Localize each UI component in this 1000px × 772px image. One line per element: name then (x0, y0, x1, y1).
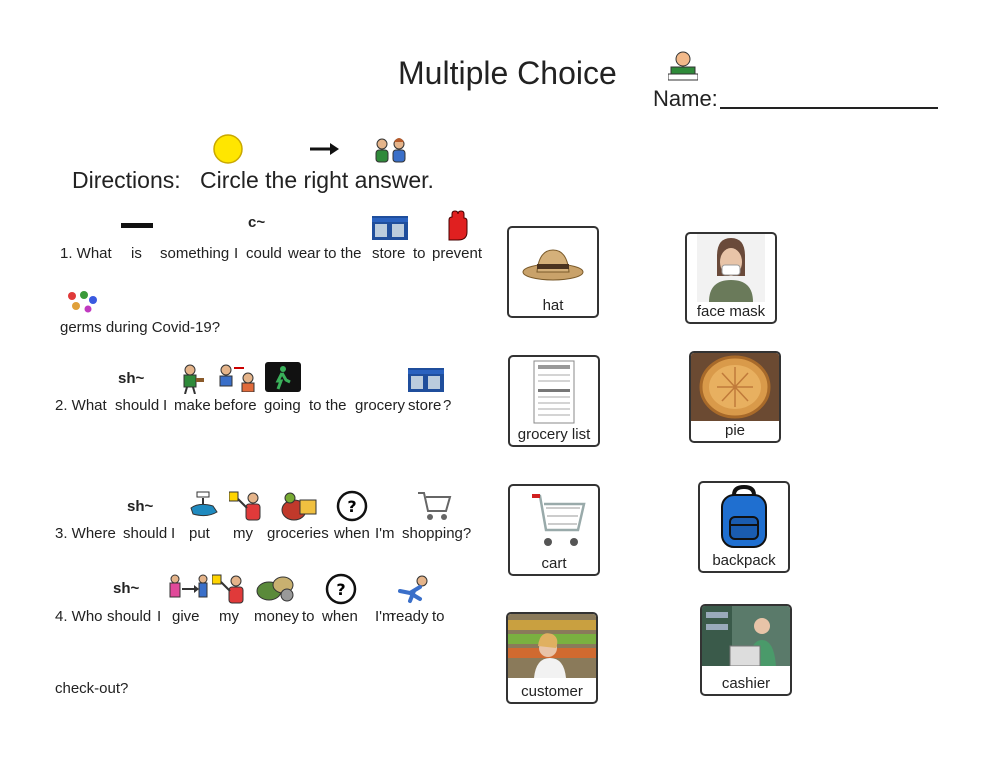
groceries-icon (280, 490, 318, 527)
put-icon (187, 490, 221, 527)
choice-backpack-card[interactable] (698, 481, 790, 573)
q1-word: 1. What (60, 245, 112, 262)
going-icon (265, 362, 301, 397)
is-symbol-icon (121, 223, 153, 228)
q2-word: I (163, 397, 168, 414)
q1-word: to the (324, 245, 362, 262)
q3-word: I'm (375, 525, 395, 542)
person-name-icon (668, 50, 698, 87)
cashier-photo-icon (702, 606, 790, 671)
page-title: Multiple Choice (398, 55, 617, 91)
cart-photo-icon (510, 486, 598, 561)
q3-word: I (171, 525, 176, 542)
choice-grocery-list-card[interactable] (508, 355, 600, 447)
when-clock-icon (336, 490, 368, 527)
q1-word: store (372, 245, 406, 262)
svg-text:?: ? (336, 580, 346, 599)
q4-word: to (432, 608, 445, 625)
choice-label: face mask (696, 303, 766, 320)
give-icon (168, 573, 208, 610)
should-symbol-icon: sh~ (118, 370, 145, 387)
money-icon (255, 573, 295, 608)
my-icon (212, 573, 248, 610)
q4-word: my (219, 608, 239, 625)
q1-word: I (234, 245, 239, 262)
choice-cashier-card[interactable] (700, 604, 792, 696)
svg-text:?: ? (347, 497, 357, 516)
q4-word: should (107, 608, 152, 625)
grocery-store-icon (408, 368, 444, 397)
stop-hand-icon (444, 210, 470, 247)
q3-word: my (233, 525, 253, 542)
directions-text: Circle the right answer. (200, 167, 434, 193)
q2-word: to the (309, 397, 347, 414)
q1-word: to (413, 245, 426, 262)
store-icon (372, 216, 408, 245)
q4-word: to (302, 608, 315, 625)
choice-label: cart (541, 555, 567, 572)
q2-word: before (214, 397, 257, 414)
choice-face-mask-card[interactable] (685, 232, 777, 324)
q3-word: groceries (267, 525, 329, 542)
q4-line2: check-out? (55, 680, 129, 697)
choice-label: hat (542, 297, 564, 314)
choice-pie-card[interactable] (689, 351, 781, 443)
q3-word: 3. Where (55, 525, 116, 542)
choice-label: cashier (721, 675, 771, 692)
q2-word: store (408, 397, 442, 414)
q4-word: 4. Who (55, 608, 103, 625)
choice-hat-card[interactable] (507, 226, 599, 318)
q3-word: put (189, 525, 210, 542)
my-icon (229, 490, 265, 527)
q2-word: going (264, 397, 301, 414)
choice-label: pie (724, 422, 746, 439)
face-mask-photo-icon (687, 234, 775, 307)
should-symbol-icon: sh~ (113, 580, 140, 597)
q4-word: ready (391, 608, 429, 625)
q2-word: should (115, 397, 160, 414)
choice-label: grocery list (517, 426, 591, 443)
name-write-line[interactable] (720, 107, 938, 109)
make-icon (178, 364, 206, 399)
q4-word: give (172, 608, 200, 625)
arrow-right-icon (308, 141, 340, 162)
people-talking-icon (372, 137, 410, 168)
before-icon (218, 362, 258, 397)
q4-word: I (157, 608, 162, 625)
q3-word: when (334, 525, 370, 542)
choice-cart-card[interactable] (508, 484, 600, 576)
could-symbol-icon: c~ (248, 214, 266, 231)
backpack-icon (700, 483, 788, 558)
q4-word: money (254, 608, 300, 625)
q3-word: should (123, 525, 168, 542)
q1-line2: germs during Covid-19? (60, 319, 221, 336)
directions-label: Directions: (72, 167, 181, 193)
q1-word: prevent (432, 245, 483, 262)
q2-word: grocery (355, 397, 406, 414)
q2-word: 2. What (55, 397, 107, 414)
q4-word: when (322, 608, 358, 625)
choice-label: backpack (712, 552, 776, 569)
q4-word: I'm (375, 608, 395, 625)
name-label: Name: (653, 86, 718, 111)
q1-word: wear (288, 245, 321, 262)
choice-customer-card[interactable] (506, 612, 598, 704)
when-clock-icon (325, 573, 357, 610)
q1-word: is (131, 245, 142, 262)
pie-photo-icon (691, 353, 779, 426)
q3-word: shopping? (402, 525, 472, 542)
customer-photo-icon (508, 614, 596, 683)
q2-word: ? (443, 397, 452, 414)
q2-word: make (174, 397, 211, 414)
grocery-list-photo-icon (510, 357, 598, 432)
choice-label: customer (521, 683, 583, 700)
shopping-cart-icon (416, 490, 452, 527)
circle-icon (212, 133, 244, 170)
ready-icon (394, 575, 430, 610)
should-symbol-icon: sh~ (127, 498, 154, 515)
q1-word: something (160, 245, 230, 262)
q1-word: could (246, 245, 282, 262)
hat-photo-icon (509, 228, 597, 303)
germs-icon (66, 290, 98, 319)
